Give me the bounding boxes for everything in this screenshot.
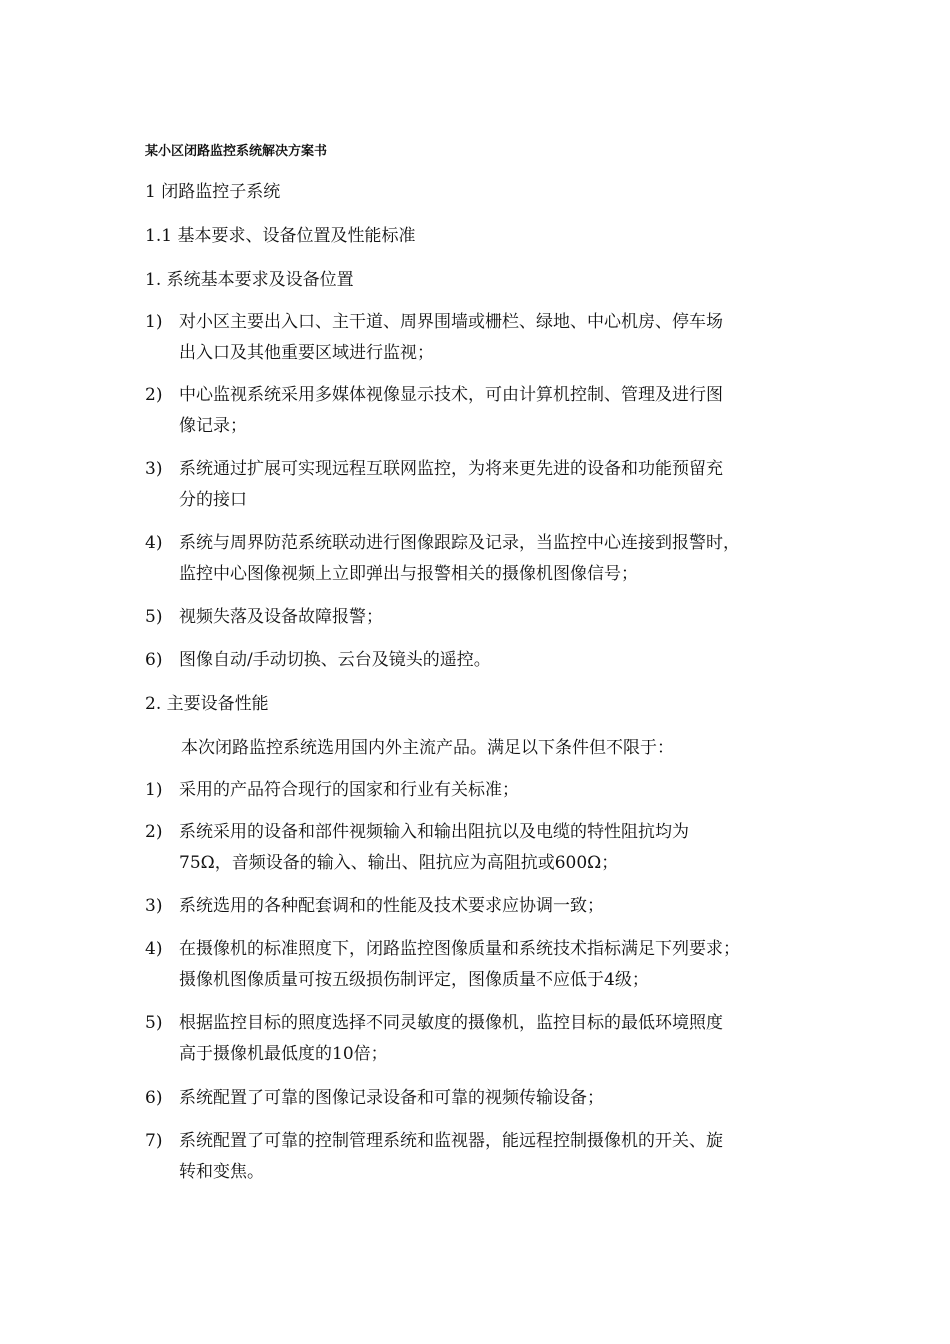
list-item-number: 6) <box>145 1088 163 1108</box>
list-item-number: 4) <box>145 533 163 553</box>
list-item-text: 系统配置了可靠的图像记录设备和可靠的视频传输设备； <box>179 1088 604 1108</box>
list-item <box>145 645 825 676</box>
list-item-number: 2) <box>145 385 163 405</box>
list-item-number: 3) <box>145 896 163 916</box>
list-item <box>145 528 825 590</box>
intro-paragraph: 本次闭路监控系统选用国内外主流产品。满足以下条件但不限于： <box>181 738 674 758</box>
list-item <box>145 1083 825 1114</box>
list-item-number: 1) <box>145 780 163 800</box>
list-item-number: 5) <box>145 1013 163 1033</box>
list-item-text: 对小区主要出入口、主干道、周界围墙或栅栏、绿地、中心机房、停车场 出入口及其他重要区域进行监视； <box>179 312 723 363</box>
list-item-text: 系统通过扩展可实现远程互联网监控，为将来更先进的设备和功能预留充 分的接口 <box>179 459 723 510</box>
heading-equipment-performance: 2. 主要设备性能 <box>145 694 269 714</box>
list-item-number: 3) <box>145 459 163 479</box>
list-item <box>145 1008 825 1070</box>
list-item-number: 6) <box>145 650 163 670</box>
list-item-text: 视频失落及设备故障报警； <box>179 607 383 627</box>
list-item-text: 系统配置了可靠的控制管理系统和监视器，能远程控制摄像机的开关、旋 转和变焦。 <box>179 1131 723 1182</box>
list-item-text: 中心监视系统采用多媒体视像显示技术，可由计算机控制、管理及进行图 像记录； <box>179 385 723 436</box>
list-item <box>145 380 825 442</box>
list-item <box>145 775 825 806</box>
list-item-text: 在摄像机的标准照度下，闭路监控图像质量和系统技术指标满足下列要求； 摄像机图像质量可按五级损伤制评定，图像质量不应低于4级； <box>179 939 740 990</box>
list-item <box>145 934 825 996</box>
list-item-number: 7) <box>145 1131 163 1151</box>
list-item-number: 1) <box>145 312 163 332</box>
list-item-number: 4) <box>145 939 163 959</box>
list-item <box>145 454 825 516</box>
list-item-text: 系统与周界防范系统联动进行图像跟踪及记录，当监控中心连接到报警时， 监控中心图像视频上立即弹出与报警相关的摄像机图像信号； <box>179 533 740 584</box>
list-item-text: 根据监控目标的照度选择不同灵敏度的摄像机，监控目标的最低环境照度 高于摄像机最低度的10倍； <box>179 1013 723 1064</box>
list-item-text: 采用的产品符合现行的国家和行业有关标准； <box>179 780 519 800</box>
list-item-text: 系统选用的各种配套调和的性能及技术要求应协调一致； <box>179 896 604 916</box>
heading-system-requirements: 1. 系统基本要求及设备位置 <box>145 270 354 290</box>
list-item <box>145 1126 825 1188</box>
list-item <box>145 307 825 369</box>
list-item-number: 2) <box>145 822 163 842</box>
list-item <box>145 817 825 879</box>
heading-1-1: 1.1 基本要求、设备位置及性能标准 <box>145 226 416 246</box>
heading-1: 1 闭路监控子系统 <box>145 182 281 202</box>
list-item <box>145 891 825 922</box>
list-item-text: 系统采用的设备和部件视频输入和输出阻抗以及电缆的特性阻抗均为 75Ω，音频设备的输入、输出、阻抗应为高阻抗或600Ω； <box>179 822 689 873</box>
list-item-number: 5) <box>145 607 163 627</box>
list-item-text: 图像自动/手动切换、云台及镜头的遥控。 <box>179 650 491 670</box>
document-title: 某小区闭路监控系统解决方案书 <box>145 144 328 159</box>
list-item <box>145 602 825 633</box>
